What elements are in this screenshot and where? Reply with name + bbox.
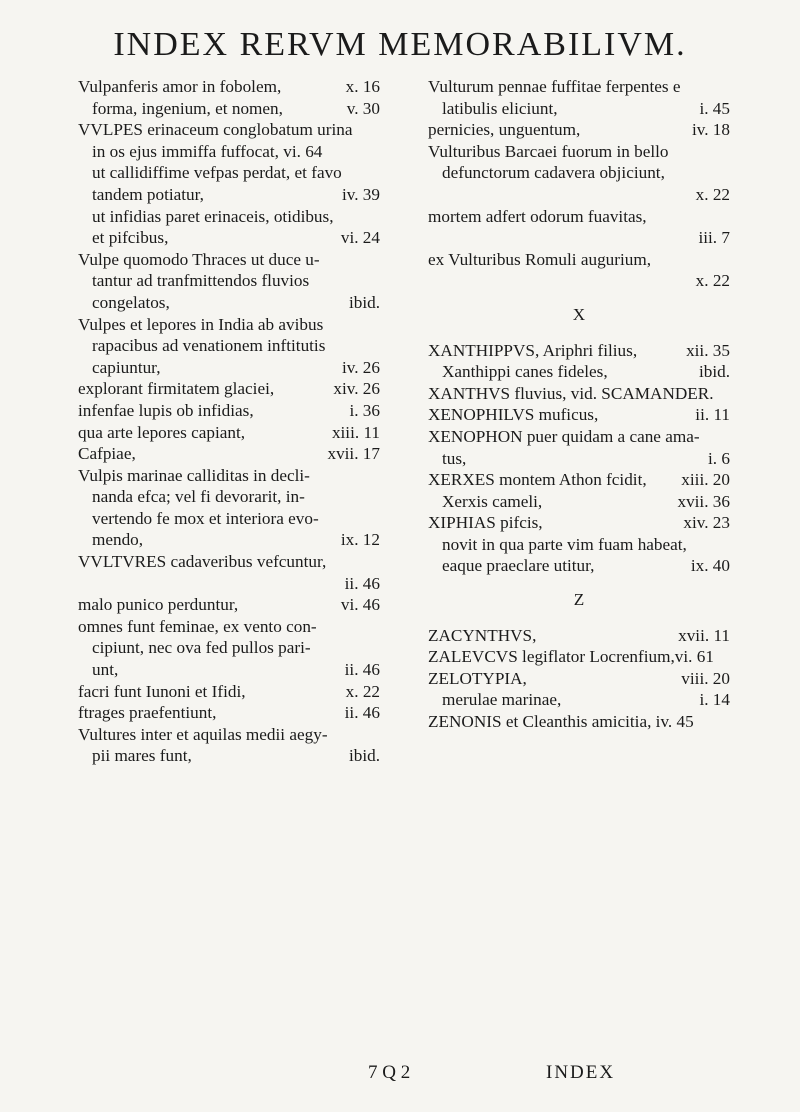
entry-text: Xerxis cameli, [442,491,543,511]
index-entry-line [78,98,380,120]
index-column-left [78,76,380,767]
entry-text: XENOPHON puer quidam a cane ama- [428,426,700,446]
section-heading-x: X [572,304,586,324]
entry-text: qua arte lepores capiant, [78,422,246,442]
entry-text: congelatos, [92,292,170,312]
entry-text: tantur ad tranfmittendos fluvios [92,271,310,291]
index-entry-line [428,512,730,534]
index-entry-line [78,249,380,271]
index-entry-line [428,162,730,184]
index-entry-line [428,249,730,271]
entry-text: XANTHIPPVS, Ariphri filius, [428,340,638,360]
catchword: INDEX [546,1062,616,1083]
entry-text: infenfae lupis ob infidias, [78,400,254,420]
index-entry-line [78,508,380,530]
entry-reference: ibid. [698,362,730,382]
entry-reference: xvii. 36 [677,491,730,511]
index-entry-line [78,119,380,141]
entry-text: XIPHIAS pifcis, [428,513,543,533]
entry-text: mortem adfert odorum fuavitas, [428,206,647,226]
index-entry-line [428,555,730,577]
entry-text: ut infidias paret erinaceis, otidibus, [92,206,334,226]
entry-reference: ii. 46 [344,573,380,593]
entry-text: XENOPHILVS muficus, [428,405,599,425]
index-entry-line [78,400,380,422]
index-entry-line [78,551,380,573]
entry-text: vertendo fe mox et interiora evo- [92,508,319,528]
index-entry-line [78,141,380,163]
index-entry-line [78,659,380,681]
index-entry-line [78,206,380,228]
index-entry-line [78,335,380,357]
index-entry-line [428,625,730,647]
right-lines-x [428,340,730,578]
index-entry-line [428,534,730,556]
index-column-right [428,76,730,733]
index-entry-line [78,702,380,724]
entry-reference: xiv. 26 [333,379,380,399]
entry-text: rapacibus ad venationem inftitutis [92,336,326,356]
index-entry-line [78,162,380,184]
index-entry-line [428,361,730,383]
entry-text: XERXES montem Athon fcidit, [428,470,647,490]
entry-text: VVLTVRES cadaveribus vefcuntur, [78,552,327,572]
entry-text: nanda efca; vel fi devorarit, in- [92,487,305,507]
entry-text: omnes funt feminae, ex vento con- [78,616,317,636]
entry-text: mendo, [92,530,144,550]
entry-reference: xiii. 20 [681,470,730,490]
index-entry-line [428,184,730,206]
entry-text: tus, [442,448,467,468]
entry-reference: iv. 18 [691,120,730,140]
entry-reference: x. 22 [695,271,730,291]
index-entry-line [78,681,380,703]
entry-text: merulae marinae, [442,690,562,710]
entry-text: unt, [92,660,119,680]
index-entry-line [78,76,380,98]
entry-text: latibulis eliciunt, [442,98,558,118]
index-entry-line [428,426,730,448]
entry-text: Vulpe quomodo Thraces ut duce u- [78,249,320,269]
index-entry-line [78,465,380,487]
entry-reference: i. 6 [708,448,730,468]
index-entry-line [78,227,380,249]
entry-text: ZENONIS et Cleanthis amicitia, iv. 45 [428,712,694,732]
entry-reference: ibid. [348,292,380,312]
index-entry-line [78,486,380,508]
entry-reference: iv. 39 [341,184,380,204]
index-entry-line [428,270,730,292]
entry-reference: i. 14 [699,690,730,710]
entry-reference: x. 22 [695,184,730,204]
index-entry-line [78,724,380,746]
index-entry-line [428,227,730,249]
index-entry-line [78,616,380,638]
entry-text: Vultures inter et aquilas medii aegy- [78,724,328,744]
entry-text: Vulturibus Barcaei fuorum in bello [428,141,669,161]
index-entry-line [428,448,730,470]
index-entry-line [428,711,730,733]
entry-reference: vi. 24 [340,228,380,248]
entry-reference: xvii. 11 [678,625,730,645]
entry-text: malo punico perduntur, [78,595,239,615]
entry-text: novit in qua parte vim fuam habeat, [442,534,687,554]
entry-text: et pifcibus, [92,228,169,248]
section-heading-z: Z [573,590,585,610]
entry-text: Xanthippi canes fideles, [442,362,608,382]
entry-text: ZACYNTHVS, [428,625,537,645]
index-entry-line [428,668,730,690]
entry-text: ut callidiffime vefpas perdat, et favo [92,163,342,183]
index-entry-line [428,383,730,405]
entry-text: eaque praeclare utitur, [442,556,595,576]
entry-text: ZELOTYPIA, [428,668,527,688]
index-entry-line [428,98,730,120]
entry-text: Cafpiae, [78,444,136,464]
right-lines-z [428,625,730,733]
entry-text: forma, ingenium, et nomen, [92,98,283,118]
index-entry-line [78,745,380,767]
entry-text: Vulpis marinae calliditas in decli- [78,465,310,485]
index-entry-line [78,292,380,314]
entry-reference: iv. 26 [341,357,380,377]
entry-reference: xvii. 17 [327,444,380,464]
entry-reference: x. 16 [345,77,380,96]
index-entry-line [78,529,380,551]
entry-text: Vulpes et lepores in India ab avibus [78,314,324,334]
entry-text: in os ejus immiffa fuffocat, vi. 64 [92,141,323,161]
entry-text: facri funt Iunoni et Ifidi, [78,681,246,701]
entry-text: XANTHVS fluvius, vid. SCAMANDER. [428,383,714,403]
entry-reference: x. 22 [345,681,380,701]
index-entry-line [428,646,730,668]
index-entry-line [78,573,380,595]
index-entry-line [428,119,730,141]
entry-reference: iii. 7 [698,228,730,248]
entry-text: cipiunt, nec ova fed pullos pari- [92,638,311,658]
entry-reference: ix. 40 [690,556,730,576]
entry-reference: v. 30 [346,98,380,118]
index-entry-line [78,637,380,659]
entry-reference: xiv. 23 [683,513,730,533]
index-entry-line [78,443,380,465]
index-entry-line [78,357,380,379]
entry-text: pii mares funt, [92,746,192,766]
index-entry-line [428,340,730,362]
entry-text: tandem potiatur, [92,184,204,204]
entry-reference: ii. 46 [344,703,380,723]
entry-reference: ibid. [348,746,380,766]
entry-reference: ix. 12 [340,530,380,550]
index-entry-line [428,689,730,711]
index-entry-line [78,422,380,444]
entry-reference: ii. 46 [344,660,380,680]
entry-text: defunctorum cadavera objiciunt, [442,163,665,183]
entry-reference: xiii. 11 [331,422,380,442]
page-title: INDEX RERVM MEMORABILIVM. [113,26,687,63]
entry-text: ftrages praefentiunt, [78,703,217,723]
entry-reference: xii. 35 [686,340,730,360]
right-lines-v [428,76,730,292]
entry-reference: viii. 20 [681,668,730,688]
index-entry-line [428,141,730,163]
index-entry-line [78,378,380,400]
entry-reference: i. 36 [349,400,380,420]
entry-reference: vi. 46 [340,595,380,615]
entry-text: Vulpanferis amor in fobolem, [78,77,282,96]
index-entry-line [78,270,380,292]
signature-mark: 7 Q 2 [368,1062,411,1083]
index-entry-line [428,404,730,426]
entry-text: ex Vulturibus Romuli augurium, [428,249,652,269]
left-lines [78,76,380,767]
index-entry-line [78,314,380,336]
index-entry-line [428,76,730,98]
index-entry-line [78,594,380,616]
entry-text: VVLPES erinaceum conglobatum urina [78,120,353,140]
index-entry-line [428,491,730,513]
entry-text: ZALEVCVS legiflator Locrenfium,vi. 61 [428,647,714,667]
entry-text: Vulturum pennae fuffitae ferpentes e [428,77,681,96]
index-entry-line [428,206,730,228]
entry-text: capiuntur, [92,357,161,377]
index-entry-line [78,184,380,206]
index-entry-line [428,469,730,491]
entry-reference: ii. 11 [695,405,730,425]
entry-text: explorant firmitatem glaciei, [78,379,275,399]
entry-text: pernicies, unguentum, [428,120,581,140]
entry-reference: i. 45 [699,98,730,118]
